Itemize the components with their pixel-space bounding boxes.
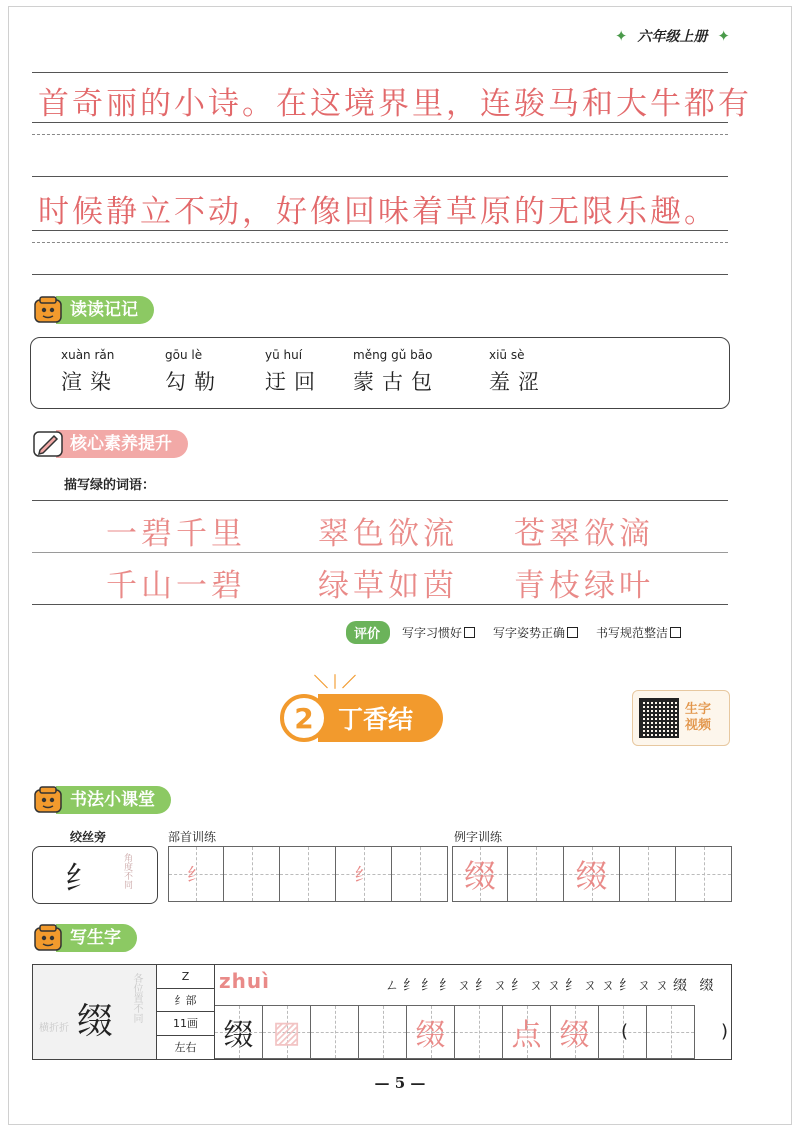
evaluation-bar: [346, 621, 699, 644]
evaluation-item[interactable]: [402, 624, 475, 641]
word-pinyin: xuàn rǎn: [61, 348, 115, 362]
green-word: 一碧千里: [106, 516, 246, 552]
star-icon: ✦: [614, 27, 628, 45]
read-words-box: [30, 337, 730, 409]
radical-display: [32, 846, 158, 904]
word-item: [489, 348, 547, 396]
faint-note: 横折折: [39, 1023, 69, 1034]
word-pinyin: gōu lè: [165, 348, 203, 362]
page-number: — 5 —: [374, 1074, 426, 1092]
info-letter: Z: [157, 965, 214, 989]
char-display: [33, 965, 157, 1059]
core-instruction: 描写绿的词语：: [64, 478, 156, 493]
radical-char: 纟: [65, 859, 98, 897]
word-pinyin: xiū sè: [489, 348, 525, 362]
writing-cell[interactable]: [407, 1005, 455, 1059]
qr-label-line: 视频: [685, 718, 712, 733]
green-word: 千山一碧: [106, 568, 246, 604]
qr-code-icon[interactable]: [639, 698, 679, 738]
calligraphy-section-header: [32, 784, 171, 816]
practice-cell[interactable]: [168, 846, 224, 902]
book-mascot-icon: [32, 784, 64, 816]
book-mascot-icon: [32, 922, 64, 954]
trace-char: 缀: [575, 857, 608, 895]
evaluation-label: 写字习惯好: [402, 626, 463, 640]
writing-cell[interactable]: [311, 1005, 359, 1059]
radical-note: 角度不同: [122, 853, 132, 889]
word-hanzi: 迂回: [265, 370, 323, 394]
info-radical: 纟部: [157, 989, 214, 1013]
practice-cell[interactable]: [224, 846, 280, 902]
rule-line: [32, 242, 728, 243]
radical-practice-grid[interactable]: [168, 846, 448, 902]
green-word: 苍翠欲滴: [514, 516, 654, 552]
new-chars-section-title: 写生字: [56, 924, 137, 952]
practice-cell[interactable]: [564, 846, 620, 902]
copywork-line-2: 时候静立不动，好像回味着草原的无限乐趣。: [38, 194, 718, 230]
trace-char: 缀: [559, 1018, 590, 1053]
writing-cell[interactable]: [455, 1005, 503, 1059]
grade-label: 六年级上册: [637, 29, 708, 45]
lesson-title: 丁香结: [318, 694, 443, 742]
read-section-title: 读读记记: [56, 296, 154, 324]
model-char: 缀: [223, 1018, 254, 1053]
writing-cell[interactable]: [263, 1005, 311, 1059]
example-practice-grid[interactable]: [452, 846, 732, 902]
green-word: 绿草如茵: [318, 568, 458, 604]
checkbox[interactable]: [567, 627, 578, 638]
info-strokes: 11画: [157, 1012, 214, 1036]
word-item: [353, 348, 440, 396]
paren-close: ): [721, 1021, 729, 1042]
green-word: 翠色欲流: [318, 516, 458, 552]
rule-line: [32, 604, 728, 605]
blurred-char: ▨: [272, 1014, 301, 1050]
char-info-column: [157, 965, 215, 1059]
new-chars-section-header: [32, 922, 137, 954]
practice-cell[interactable]: [452, 846, 508, 902]
pencil-icon: [32, 428, 64, 460]
rule-line: [32, 552, 728, 553]
writing-cell[interactable]: [359, 1005, 407, 1059]
char-pinyin: zhuì: [219, 969, 270, 993]
word-hanzi: 羞涩: [489, 370, 547, 394]
word-item: [265, 348, 323, 396]
word-hanzi: 渲染: [61, 370, 119, 394]
sparkle-icon: ＼｜／: [314, 675, 356, 691]
example-training-label: 例字训练: [454, 830, 503, 844]
stroke-sequence: ㄥ纟纟纟ㄡ纟ㄡ纟ㄡㄡ纟ㄡㄡ纟ㄡㄡ缀 缀: [385, 978, 718, 994]
writing-cell[interactable]: [647, 1005, 695, 1059]
rule-line: [32, 230, 728, 231]
rule-line: [32, 176, 728, 177]
read-section-header: [32, 294, 154, 326]
copywork-line-1: 首奇丽的小诗。在这境界里，连骏马和大牛都有: [38, 86, 752, 122]
practice-cell[interactable]: [676, 846, 732, 902]
radical-name: 绞丝旁: [70, 830, 107, 844]
practice-cell[interactable]: [392, 846, 448, 902]
writing-cell[interactable]: [503, 1005, 551, 1059]
word-item: [61, 348, 119, 396]
writing-cell[interactable]: [215, 1005, 263, 1059]
lesson-number: 2: [280, 694, 328, 742]
word-pinyin: měng gǔ bāo: [353, 348, 433, 362]
rule-line: [32, 500, 728, 501]
trace-char: 缀: [415, 1018, 446, 1053]
faint-note: 各位置不同: [131, 973, 142, 1023]
checkbox[interactable]: [464, 627, 475, 638]
lesson-banner: [280, 675, 443, 742]
info-structure: 左右: [174, 1041, 197, 1055]
practice-cell[interactable]: [620, 846, 676, 902]
trace-char: 缀: [463, 857, 496, 895]
qr-label-line: 生字: [685, 702, 712, 717]
radical-training-label: 部首训练: [168, 830, 217, 844]
trace-char: 纟: [187, 865, 205, 886]
evaluation-label: 书写规范整洁: [596, 626, 669, 640]
book-mascot-icon: [32, 294, 64, 326]
core-section-title: 核心素养提升: [56, 430, 188, 458]
calligraphy-section-title: 书法小课堂: [56, 786, 171, 814]
evaluation-badge: 评价: [346, 621, 390, 644]
word-hanzi: 蒙古包: [353, 370, 440, 394]
writing-cell[interactable]: [551, 1005, 599, 1059]
paren-open: (: [621, 1021, 629, 1042]
rule-line: [32, 122, 728, 123]
word-hanzi: 勾勒: [165, 370, 223, 394]
practice-cell[interactable]: [508, 846, 564, 902]
rule-line: [32, 274, 728, 275]
word-pinyin: yū huí: [265, 348, 303, 362]
new-char-box: [32, 964, 732, 1060]
practice-cell[interactable]: [280, 846, 336, 902]
evaluation-item[interactable]: [596, 624, 681, 641]
green-word: 青枝绿叶: [514, 568, 654, 604]
page-header: [615, 26, 730, 46]
core-section-header: [32, 428, 188, 460]
practice-cell[interactable]: [336, 846, 392, 902]
trace-char: 纟: [354, 865, 373, 886]
rule-line: [32, 72, 728, 73]
evaluation-label: 写字姿势正确: [493, 626, 566, 640]
trace-char: 点: [511, 1018, 542, 1053]
qr-label: [685, 702, 711, 734]
new-char: 缀: [77, 1001, 114, 1042]
word-item: [165, 348, 223, 396]
evaluation-item[interactable]: [493, 624, 578, 641]
qr-video-card[interactable]: [632, 690, 730, 746]
star-icon: ✦: [717, 27, 730, 45]
rule-line: [32, 134, 728, 135]
checkbox[interactable]: [670, 627, 681, 638]
